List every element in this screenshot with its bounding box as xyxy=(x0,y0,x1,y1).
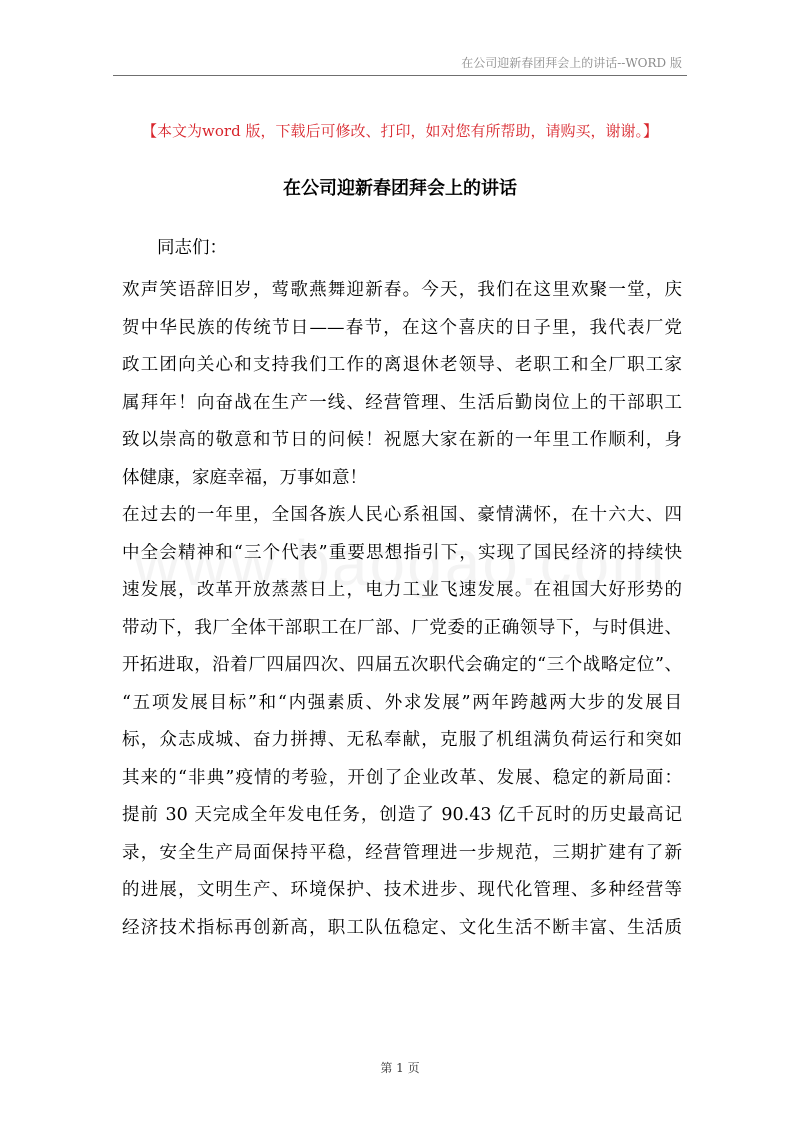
body-line: 属拜年！向奋战在生产一线、经营管理、生活后勤岗位上的干部职工 xyxy=(122,392,682,413)
body-line: 其来的“非典”疫情的考验，开创了企业改革、发展、稳定的新局面： xyxy=(122,767,682,788)
body-line: 开拓进取，沿着厂四届四次、四届五次职代会确定的“三个战略定位”、 xyxy=(122,655,682,675)
download-notice: 【本文为word 版，下载后可修改、打印，如对您有所帮助，请购买，谢谢。】 xyxy=(142,122,658,140)
body-line: 录，安全生产局面保持平稳，经营管理进一步规范，三期扩建有了新 xyxy=(122,842,682,863)
header-divider xyxy=(113,75,687,76)
body-line: 贺中华民族的传统节日——春节，在这个喜庆的日子里，我代表厂党 xyxy=(122,317,682,338)
body-line: 的进展，文明生产、环境保护、技术进步、现代化管理、多种经营等 xyxy=(122,880,682,900)
body-line: 体健康，家庭幸福，万事如意！ xyxy=(122,467,367,488)
body-line: 在过去的一年里，全国各族人民心系祖国、豪情满怀，在十六大、四 xyxy=(122,505,682,525)
body-line: 中全会精神和“三个代表”重要思想指引下，实现了国民经济的持续快 xyxy=(122,542,682,563)
body-line: 欢声笑语辞旧岁，莺歌燕舞迎新春。今天，我们在这里欢聚一堂，庆 xyxy=(122,280,682,300)
body-line: 速发展，改革开放蒸蒸日上，电力工业飞速发展。在祖国大好形势的 xyxy=(122,580,682,600)
running-header: 在公司迎新春团拜会上的讲话--WORD 版 xyxy=(461,56,682,70)
body-line: 致以崇高的敬意和节日的问候！祝愿大家在新的一年里工作顺利，身 xyxy=(122,430,682,450)
document-title: 在公司迎新春团拜会上的讲话 xyxy=(283,178,517,199)
speech-body xyxy=(122,272,682,947)
body-line: “五项发展目标”和“内强素质、外求发展”两年跨越两大步的发展目 xyxy=(122,692,682,713)
page-number: 第 1 页 xyxy=(380,1061,420,1075)
body-line: 带动下，我厂全体干部职工在厂部、厂党委的正确领导下，与时俱进、 xyxy=(122,617,682,638)
body-line: 标，众志成城、奋力拼搏、无私奉献，克服了机组满负荷运行和突如 xyxy=(122,730,682,750)
body-line: 提前 30 天完成全年发电任务，创造了 90.43 亿千瓦时的历史最高记 xyxy=(122,805,682,825)
body-line: 经济技术指标再创新高，职工队伍稳定、文化生活不断丰富、生活质 xyxy=(122,917,682,938)
body-line: 政工团向关心和支持我们工作的离退休老领导、老职工和全厂职工家 xyxy=(122,355,682,375)
greeting: 同志们： xyxy=(157,238,227,258)
